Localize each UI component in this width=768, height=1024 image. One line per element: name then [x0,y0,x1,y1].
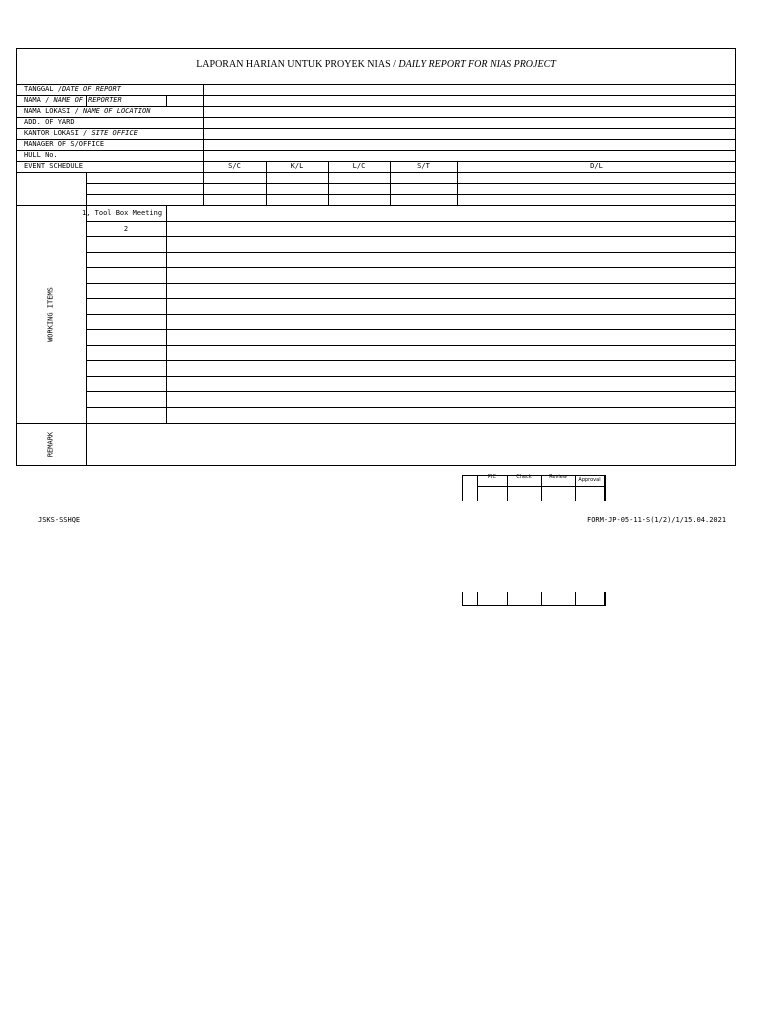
work-item-2: 2 [123,225,129,233]
event-col-st: S/T [417,162,430,170]
work-row-divider [86,360,736,361]
work-row-divider [86,391,736,392]
event-col-dl: D/L [590,162,603,170]
work-row-divider [86,407,736,408]
row-divider [16,172,736,173]
title-english: DAILY REPORT FOR NIAS PROJECT [398,59,556,70]
row-divider [16,95,736,96]
col-divider [166,95,167,106]
work-row-divider [86,236,736,237]
event-schedule-label: EVENT SCHEDULE [24,162,84,170]
approval-col-line [462,475,463,501]
col-divider [86,95,87,106]
footer-form-code: FORM-JP-05-11-S(1/2)/1/15.04.2021 [587,516,727,524]
approval-review: Review [549,474,567,480]
approval-approval: Approval [578,477,601,483]
row-divider [16,205,736,206]
work-row-divider [86,329,736,330]
row-divider [86,194,736,195]
row-divider [16,117,736,118]
work-row-divider [86,283,736,284]
approval-col-line [507,592,508,606]
field-site-office-label: KANTOR LOKASI / SITE OFFICE [24,129,138,137]
approval-col-line [604,592,606,606]
work-row-divider [86,267,736,268]
approval-col-line [575,592,576,606]
work-row-divider [86,221,736,222]
approval-col-line [604,475,606,501]
approval-pic: PIC [488,474,496,480]
approval-col-line [462,592,463,606]
form-title [16,58,736,72]
row-divider [16,139,736,140]
field-yard-label: ADD. OF YARD [24,118,75,126]
work-row-divider [86,252,736,253]
field-hull-label: HULL No. [24,151,58,159]
event-col-sc: S/C [228,162,241,170]
work-row-divider [86,314,736,315]
col-divider [166,205,167,423]
row-divider [86,183,736,184]
field-reporter-label: REPORTER [88,96,122,104]
working-items-label: WORKING ITEMS [46,287,55,342]
row-divider [16,84,736,85]
field-location-label: NAMA LOKASI / NAME OF LOCATION [24,107,151,115]
event-col-lc: L/C [352,162,366,170]
title-separator: / [390,59,399,70]
field-name-label: NAMA / NAME OF [24,96,84,104]
row-divider [16,423,736,424]
title-indonesian: LAPORAN HARIAN UNTUK PROYEK NIAS [196,59,391,70]
row-divider [16,150,736,151]
work-item-1: 1, Tool Box Meeting [82,209,163,217]
work-row-divider [86,376,736,377]
field-manager-label: MANAGER OF S/OFFICE [24,140,105,148]
work-row-divider [86,298,736,299]
approval-bottom-line [462,605,605,606]
approval-col-line [541,592,542,606]
field-date-label: TANGGAL /DATE OF REPORT [24,85,121,93]
col-divider [203,84,204,205]
approval-col-line [477,592,478,606]
remark-label: REMARK [46,431,55,458]
approval-check: Check [516,474,532,480]
event-col-kl: K/L [290,162,304,170]
footer-left-code: JSKS-SSHQE [38,516,81,524]
work-row-divider [86,345,736,346]
